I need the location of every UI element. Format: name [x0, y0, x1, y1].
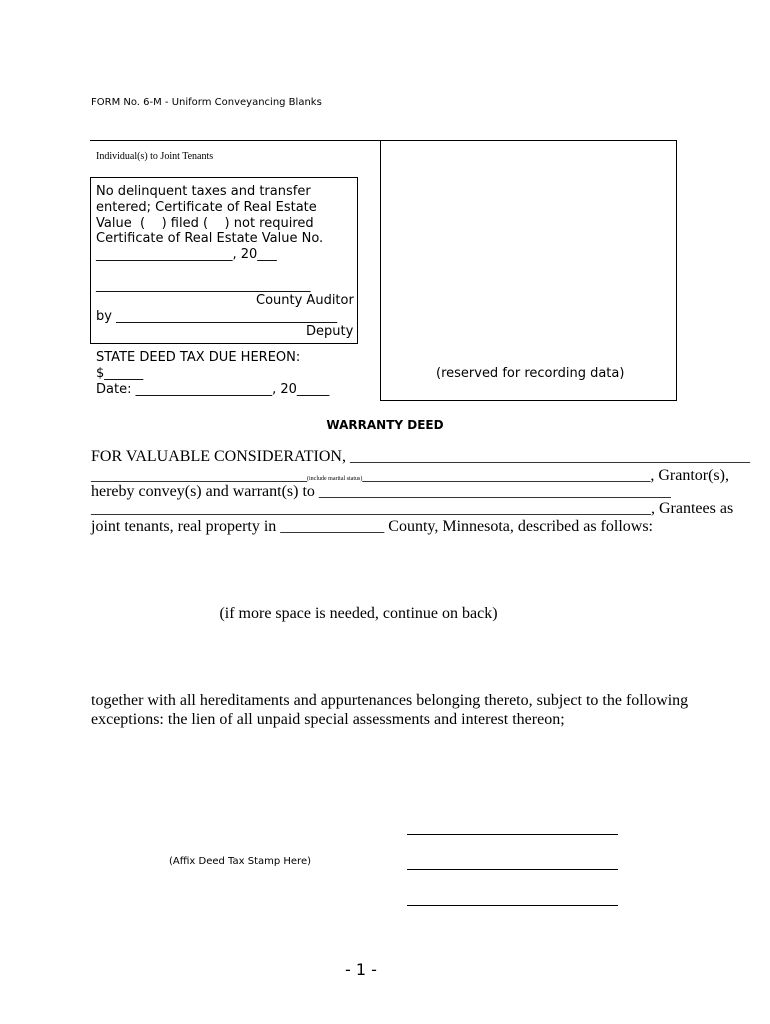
signature-line-2[interactable] — [407, 869, 618, 870]
auditor-signature-line[interactable]: _________________________________ — [96, 278, 311, 293]
page-number: - 1 - — [345, 960, 377, 979]
top-rule — [90, 140, 677, 141]
hereditaments-line-2: exceptions: the lien of all unpaid special assessments and interest thereon; — [91, 711, 565, 728]
panel-divider — [380, 140, 381, 401]
property-county-line[interactable]: joint tenants, real property in _____________ County, Minnesota, described as follows: — [91, 518, 653, 535]
county-auditor-label: County Auditor — [256, 293, 354, 308]
deputy-label: Deputy — [306, 324, 354, 339]
certificate-value-no-field[interactable]: _____________________, 20___ — [96, 247, 277, 262]
recording-data-label: (reserved for recording data) — [436, 366, 625, 381]
deed-tax-stamp-label: (Affix Deed Tax Stamp Here) — [169, 856, 311, 867]
auditor-line-2: entered; Certificate of Real Estate — [96, 200, 317, 215]
signature-line-3[interactable] — [407, 905, 618, 906]
auditor-line-4: Certificate of Real Estate Value No. — [96, 231, 324, 246]
right-panel-bottom — [380, 400, 677, 401]
grantor-label: ____________________________________, Grantor(s), — [362, 467, 729, 484]
hereditaments-line-1: together with all hereditaments and appurtenances belonging thereto, subject to the following — [91, 692, 689, 709]
signature-line-1[interactable] — [407, 834, 618, 835]
form-title: FORM No. 6-M - Uniform Conveyancing Blanks — [91, 97, 322, 108]
auditor-line-3: Value ( ) filed ( ) not required — [96, 216, 314, 231]
grantor-name-blank[interactable]: ___________________________ — [91, 467, 307, 484]
deed-type-label: Individual(s) to Joint Tenants — [96, 151, 214, 162]
continue-on-back-note: (if more space is needed, continue on back) — [219, 605, 498, 622]
auditor-box — [90, 177, 358, 344]
state-deed-tax-label: STATE DEED TAX DUE HEREON: — [96, 350, 301, 365]
deed-title: WARRANTY DEED — [326, 418, 444, 432]
grantees-line[interactable]: ______________________________________________________________________, Grantees as — [91, 500, 734, 517]
deed-tax-amount-field[interactable]: $______ — [96, 366, 144, 381]
grantee-line[interactable]: hereby convey(s) and warrant(s) to ____________________________________________ — [91, 483, 671, 500]
auditor-line-1: No delinquent taxes and transfer — [96, 184, 311, 199]
marital-status-note: (include marital status) — [307, 476, 363, 482]
consideration-line[interactable]: FOR VALUABLE CONSIDERATION, __________________________________________________ — [91, 448, 750, 465]
deputy-signature-line[interactable]: by __________________________________ — [96, 309, 338, 324]
right-panel-edge — [676, 140, 677, 401]
deed-tax-date-field[interactable]: Date: _____________________, 20_____ — [96, 382, 330, 397]
